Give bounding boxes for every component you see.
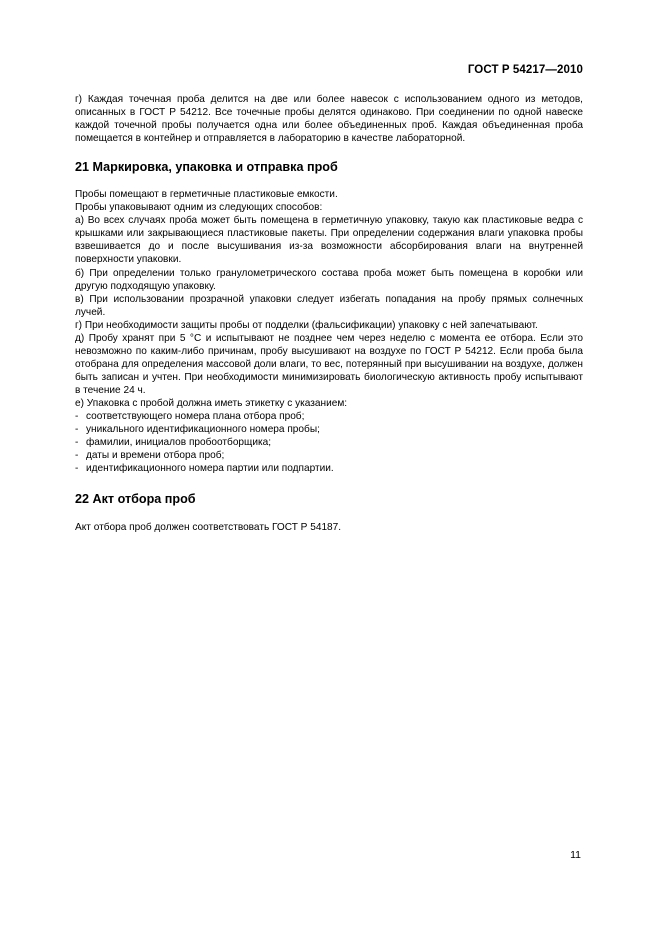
page-number: 11 <box>570 849 581 861</box>
section-21-heading: 21 Маркировка, упаковка и отправка проб <box>75 160 338 175</box>
dash-marker: - <box>75 424 79 436</box>
dash-marker: - <box>75 450 79 462</box>
item-a: а) Во всех случаях проба может быть помещена в герметичную упаковку, такую как пластиковые ведра с крышками или закрывающиеся пластиковые пакеты. При определении содержания влаги упаковка пробы взвешивается до и после высушивания из-за возможности абсорбирования влаги на внутренней поверхности упаковки. <box>75 215 583 266</box>
dash-marker: - <box>75 463 79 475</box>
section-21-paragraph-1: Пробы помещают в герметичные пластиковые емкости. <box>75 189 338 201</box>
page-content <box>75 93 583 534</box>
dash-marker: - <box>75 437 79 449</box>
section-21-paragraph-2: Пробы упаковывают одним из следующих способов: <box>75 202 323 214</box>
dash-marker: - <box>75 411 79 423</box>
label-list-item: - даты и времени отбора проб; <box>75 450 225 462</box>
item-d: д) Пробу хранят при 5 °С и испытывают не позднее чем через неделю с момента ее отбора. Если это невозможно по каким-либо причинам, пробу высушивают на воздухе по ГОСТ Р 54212. Если проба была отобрана для определения массовой доли влаги, то вес, потерянный при высушивании на воздухе, должен быть записан и учтен. При необходимости минимизировать биологическую активность пробу испытывают в течение 24 ч. <box>75 332 583 396</box>
label-list-item: - фамилии, инициалов пробоотборщика; <box>75 437 272 449</box>
section-22-heading: 22 Акт отбора проб <box>75 492 196 507</box>
item-e: е) Упаковка с пробой должна иметь этикетку с указанием: <box>75 397 348 409</box>
intro-paragraph: г) Каждая точечная проба делится на две или более навесок с использованием одного из методов, описанных в ГОСТ Р 54212. Все точечные пробы делятся одинаково. При соединении по одной навеске каждой точечной пробы получается одна или более объединенных проб. Каждая объединенная проба помещается в контейнер и отправляется в лабораторию в качестве лабораторной. <box>75 94 583 145</box>
label-list-item: - соответствующего номера плана отбора проб; <box>75 411 305 423</box>
standard-designation: ГОСТ Р 54217—2010 <box>467 64 583 76</box>
item-v: в) При использовании прозрачной упаковки следует избегать попадания на пробу прямых солнечных лучей. <box>75 293 583 318</box>
section-22-paragraph-1: Акт отбора проб должен соответствовать ГОСТ Р 54187. <box>75 522 342 534</box>
item-g: г) При необходимости защиты пробы от подделки (фальсификации) упаковку с ней запечатывают. <box>75 319 538 331</box>
label-list-item: - уникального идентификационного номера пробы; <box>75 424 320 436</box>
label-list-item: - идентификационного номера партии или подпартии. <box>75 463 334 475</box>
item-b: б) При определении только гранулометрического состава проба может быть помещена в коробки или другую подходящую упаковку. <box>75 267 583 292</box>
